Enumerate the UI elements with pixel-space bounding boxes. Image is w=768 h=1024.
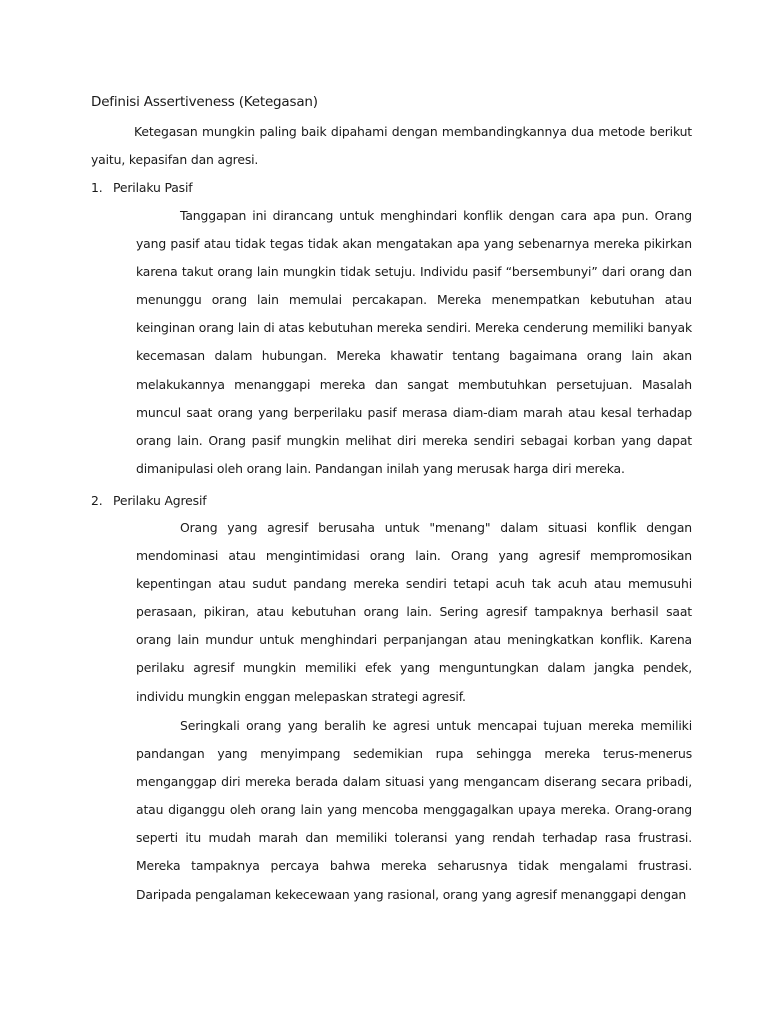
list-heading: Perilaku Agresif [113,493,207,508]
list-item-pasif [91,178,192,198]
paragraph-agresif-2: Seringkali orang yang beralih ke agresi untuk mencapai tujuan mereka memiliki pandangan yang menyimpang sedemikian rupa sehingga mereka terus-menerus menganggap diri mereka berada dalam situasi yang mengancam diserang secara pribadi, atau diganggu oleh orang lain yang mencoba menggagalkan upaya mereka. Orang-orang seperti itu mudah marah dan memiliki toleransi yang rendah terhadap rasa frustrasi. Mereka tampaknya percaya bahwa mereka seharusnya tidak mengalami frustrasi. Daripada pengalaman kekecewaan yang rasional, orang yang agresif menanggapi dengan [136,718,692,902]
document-title: Definisi Assertiveness (Ketegasan) [91,94,318,110]
intro-paragraph: Ketegasan mungkin paling baik dipahami dengan membandingkannya dua metode berikut yaitu, kepasifan dan agresi. [91,124,692,168]
list-number: 1. [91,180,103,195]
list-heading: Perilaku Pasif [113,180,193,195]
paragraph-agresif-1: Orang yang agresif berusaha untuk "menang" dalam situasi konflik dengan mendominasi atau mengintimidasi orang lain. Orang yang agresif mempromosikan kepentingan atau sudut pandang mereka sendiri tetapi acuh tak acuh atau memusuhi perasaan, pikiran, atau kebutuhan orang lain. Sering agresif tampaknya berhasil saat orang lain mundur untuk menghindari perpanjangan atau meningkatkan konflik. Karena perilaku agresif mungkin memiliki efek yang menguntungkan dalam jangka pendek, individu mungkin enggan melepaskan strategi agresif. [136,520,692,704]
list-item-agresif [91,491,206,511]
paragraph-pasif: Tanggapan ini dirancang untuk menghindari konflik dengan cara apa pun. Orang yang pasif atau tidak tegas tidak akan mengatakan apa yang sebenarnya mereka pikirkan karena takut orang lain mungkin tidak setuju. Individu pasif “bersembunyi” dari orang dan menunggu orang lain memulai percakapan. Mereka menempatkan kebutuhan atau keinginan orang lain di atas kebutuhan mereka sendiri. Mereka cenderung memiliki banyak kecemasan dalam hubungan. Mereka khawatir tentang bagaimana orang lain akan melakukannya menanggapi mereka dan sangat membutuhkan persetujuan. Masalah muncul saat orang yang berperilaku pasif merasa diam-diam marah atau kesal terhadap orang lain. Orang pasif mungkin melihat diri mereka sendiri sebagai korban yang dapat dimanipulasi oleh orang lain. Pandangan inilah yang merusak harga diri mereka. [136,208,692,476]
list-number: 2. [91,493,103,508]
